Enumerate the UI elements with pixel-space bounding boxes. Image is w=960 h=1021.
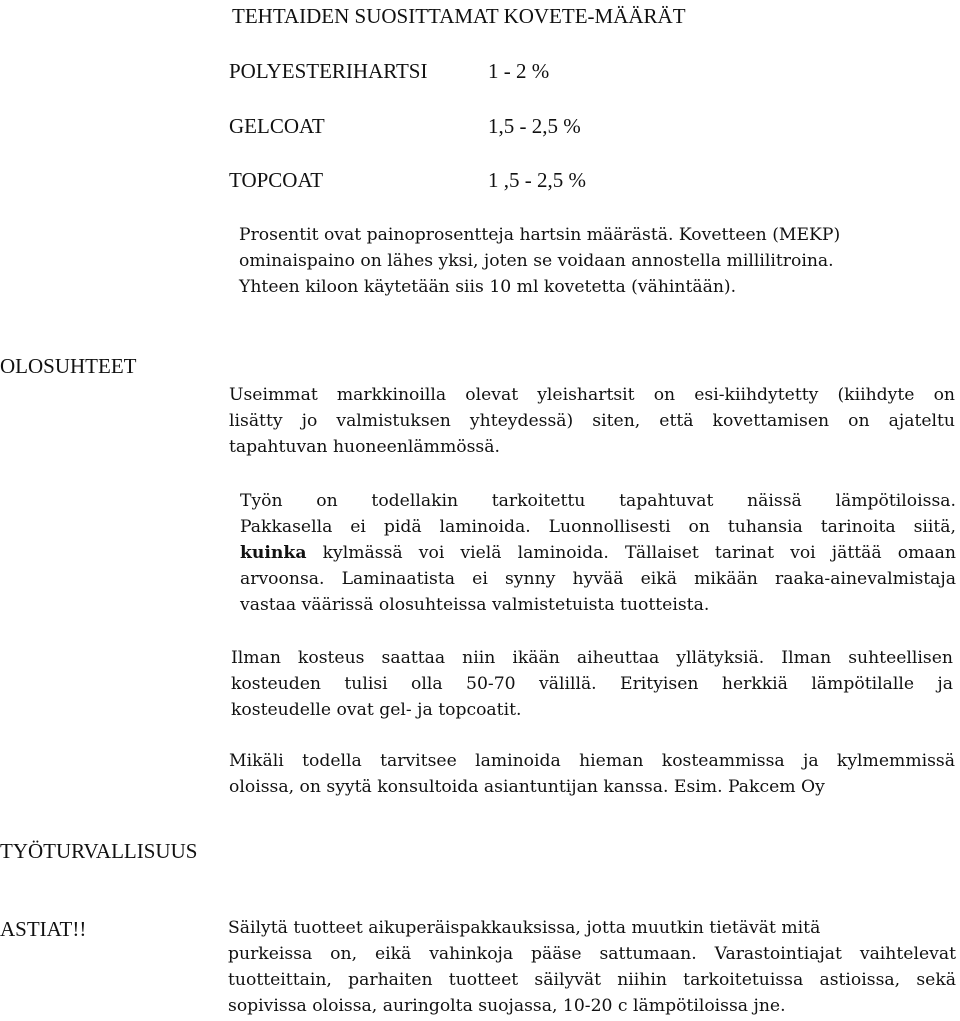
emphasis-word: kuinka <box>240 543 307 563</box>
conditions-paragraph-2 <box>240 488 956 618</box>
paragraph-line: vastaa väärissä olosuhteissa valmistetuista tuotteista. <box>240 595 710 615</box>
percent-note <box>239 222 939 300</box>
paragraph-line: Työn on todellakin tarkoitettu tapahtuvat näissä lämpötiloissa. <box>240 491 956 511</box>
paragraph-line: oloissa, on syytä konsultoida asiantuntijan kanssa. Esim. Pakcem Oy <box>229 777 825 797</box>
paragraph-line-rest: kylmässä voi vielä laminoida. Tällaiset tarinat voi jättää omaan <box>306 543 956 563</box>
page-title: TEHTAIDEN SUOSITTAMAT KOVETE-MÄÄRÄT <box>232 4 686 28</box>
paragraph-line: Useimmat markkinoilla olevat yleishartsit on esi-kiihdytetty (kiihdyte on <box>229 385 955 405</box>
paragraph-line: tuotteittain, parhaiten tuotteet säilyvät niihin tarkoitetuissa astioissa, sekä <box>228 970 956 990</box>
paragraph-line <box>240 540 956 566</box>
conditions-paragraph-1 <box>229 382 955 460</box>
conditions-paragraph-4 <box>229 748 955 800</box>
safety-heading: TYÖTURVALLISUUS <box>0 839 198 863</box>
dosage-material-topcoat: TOPCOAT <box>229 168 324 192</box>
percent-note-line: Prosentit ovat painoprosentteja hartsin määrästä. Kovetteen (MEKP) <box>239 225 841 245</box>
paragraph-line: Mikäli todella tarvitsee laminoida hieman kosteammissa ja kylmemmissä <box>229 751 955 771</box>
conditions-paragraph-3 <box>231 645 953 723</box>
percent-note-line: ominaispaino on lähes yksi, joten se voidaan annostella millilitroina. <box>239 251 834 271</box>
containers-paragraph <box>228 915 956 1019</box>
dosage-amount-polyester: 1 - 2 % <box>488 59 550 83</box>
dosage-amount-gelcoat: 1,5 - 2,5 % <box>488 114 581 138</box>
dosage-material-polyester: POLYESTERIHARTSI <box>229 59 428 83</box>
dosage-amount-topcoat: 1 ,5 - 2,5 % <box>488 168 586 192</box>
paragraph-line: Pakkasella ei pidä laminoida. Luonnollisesti on tuhansia tarinoita siitä, <box>240 517 956 537</box>
paragraph-line: Säilytä tuotteet aikuperäispakkauksissa, jotta muutkin tietävät mitä <box>228 918 821 938</box>
conditions-heading: OLOSUHTEET <box>0 354 137 378</box>
paragraph-line: sopivissa oloissa, auringolta suojassa, 10-20 c lämpötiloissa jne. <box>228 996 786 1016</box>
paragraph-line: tapahtuvan huoneenlämmössä. <box>229 437 500 457</box>
paragraph-line: kosteuden tulisi olla 50-70 välillä. Erityisen herkkiä lämpötilalle ja <box>231 674 953 694</box>
percent-note-line: Yhteen kiloon käytetään siis 10 ml kovetetta (vähintään). <box>239 277 737 297</box>
paragraph-line: kosteudelle ovat gel- ja topcoatit. <box>231 700 522 720</box>
paragraph-line: Ilman kosteus saattaa niin ikään aiheuttaa yllätyksiä. Ilman suhteellisen <box>231 648 953 668</box>
paragraph-line: arvoonsa. Laminaatista ei synny hyvää eikä mikään raaka-ainevalmistaja <box>240 569 956 589</box>
paragraph-line: lisätty jo valmistuksen yhteydessä) siten, että kovettamisen on ajateltu <box>229 411 955 431</box>
paragraph-line: purkeissa on, eikä vahinkoja pääse sattumaan. Varastointiajat vaihtelevat <box>228 944 956 964</box>
containers-label: ASTIAT!! <box>0 917 87 941</box>
dosage-material-gelcoat: GELCOAT <box>229 114 325 138</box>
